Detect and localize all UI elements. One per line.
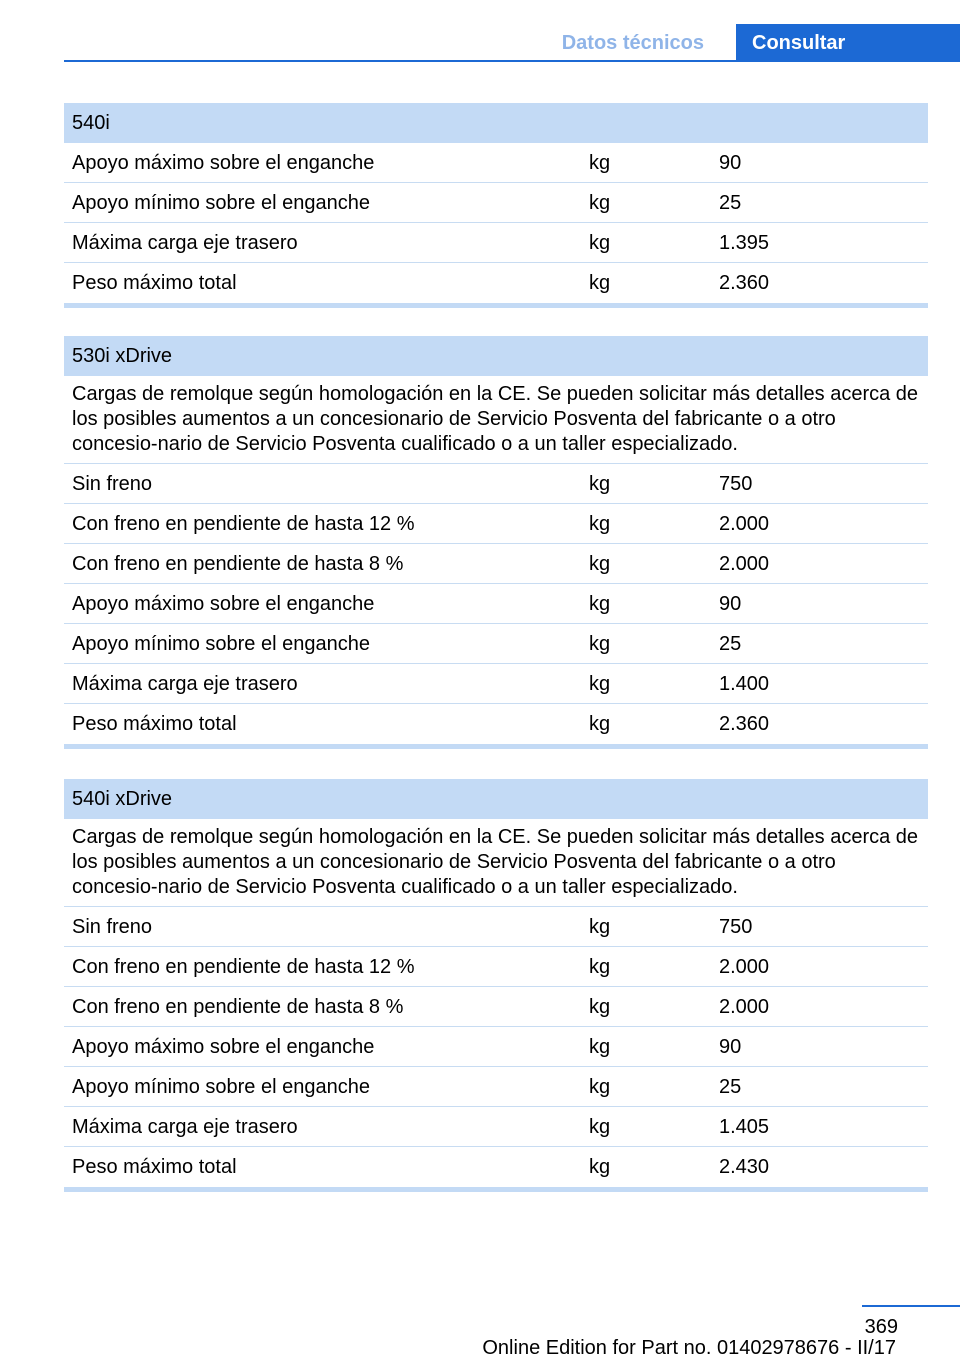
row-value: 1.400 — [719, 673, 770, 695]
footer-rule — [862, 1305, 960, 1307]
row-unit: kg — [589, 272, 611, 294]
table-row — [64, 624, 928, 664]
table-row — [64, 1067, 928, 1107]
row-value: 2.000 — [719, 513, 770, 535]
row-unit: kg — [589, 673, 611, 695]
row-value: 90 — [719, 1036, 742, 1058]
row-value: 1.405 — [719, 1116, 770, 1138]
table-row — [64, 987, 928, 1027]
row-value: 2.360 — [719, 713, 770, 735]
row-unit: kg — [589, 1116, 611, 1138]
row-label: Máxima carga eje trasero — [72, 673, 298, 695]
table-end-bar — [64, 303, 928, 308]
row-unit: kg — [589, 593, 611, 615]
table-model-header: 530i xDrive — [64, 336, 928, 376]
page-header — [0, 0, 960, 62]
row-value: 2.000 — [719, 956, 770, 978]
row-label: Con freno en pendiente de hasta 12 % — [72, 513, 415, 535]
row-label: Apoyo mínimo sobre el enganche — [72, 633, 370, 655]
row-label: Con freno en pendiente de hasta 8 % — [72, 553, 404, 575]
row-value: 90 — [719, 593, 742, 615]
spec-table-540i — [64, 103, 928, 308]
table-end-bar — [64, 1187, 928, 1192]
table-row — [64, 664, 928, 704]
row-value: 750 — [719, 916, 753, 938]
row-unit: kg — [589, 232, 611, 254]
table-row — [64, 947, 928, 987]
table-end-bar — [64, 744, 928, 749]
table-row — [64, 704, 928, 744]
row-label: Apoyo máximo sobre el enganche — [72, 593, 375, 615]
table-row — [64, 1147, 928, 1187]
spec-table-530i-xdrive — [64, 336, 928, 749]
table-row — [64, 464, 928, 504]
header-rule — [64, 60, 960, 62]
table-row — [64, 907, 928, 947]
row-unit: kg — [589, 1076, 611, 1098]
row-value: 2.000 — [719, 996, 770, 1018]
row-label: Sin freno — [72, 916, 153, 938]
row-unit: kg — [589, 1036, 611, 1058]
row-value: 750 — [719, 473, 753, 495]
table-row — [64, 504, 928, 544]
table-row — [64, 1107, 928, 1147]
row-unit: kg — [589, 916, 611, 938]
row-unit: kg — [589, 633, 611, 655]
row-label: Máxima carga eje trasero — [72, 1116, 298, 1138]
row-value: 1.395 — [719, 232, 770, 254]
row-label: Máxima carga eje trasero — [72, 232, 298, 254]
row-unit: kg — [589, 956, 611, 978]
row-label: Con freno en pendiente de hasta 8 % — [72, 996, 404, 1018]
section-label[interactable]: Datos técnicos — [561, 32, 704, 54]
row-unit: kg — [589, 473, 611, 495]
table-row — [64, 183, 928, 223]
row-value: 25 — [719, 633, 742, 655]
table-note: Cargas de remolque según homologación en la CE. Se pueden solicitar más detalles acerca de los posibles aumentos a un concesionario de Servicio Posventa del fabricante o a otro concesio-nario de Servicio Posventa cualificado o a un taller especializado. — [64, 819, 928, 907]
row-label: Peso máximo total — [72, 1156, 237, 1178]
table-model-header: 540i xDrive — [64, 779, 928, 819]
row-label: Peso máximo total — [72, 713, 237, 735]
row-value: 2.360 — [719, 272, 770, 294]
row-unit: kg — [589, 513, 611, 535]
row-label: Peso máximo total — [72, 272, 237, 294]
chapter-tab[interactable]: Consultar — [736, 24, 960, 62]
row-unit: kg — [589, 996, 611, 1018]
row-value: 2.430 — [719, 1156, 770, 1178]
row-value: 2.000 — [719, 553, 770, 575]
table-row — [64, 544, 928, 584]
table-row — [64, 143, 928, 183]
table-note: Cargas de remolque según homologación en la CE. Se pueden solicitar más detalles acerca de los posibles aumentos a un concesionario de Servicio Posventa del fabricante o a otro concesio-nario de Servicio Posventa cualificado o a un taller especializado. — [64, 376, 928, 464]
row-label: Sin freno — [72, 473, 153, 495]
row-unit: kg — [589, 713, 611, 735]
table-row — [64, 223, 928, 263]
row-unit: kg — [589, 553, 611, 575]
row-value: 25 — [719, 192, 742, 214]
row-value: 25 — [719, 1076, 742, 1098]
table-row — [64, 584, 928, 624]
table-row — [64, 1027, 928, 1067]
row-label: Apoyo mínimo sobre el enganche — [72, 192, 370, 214]
edition-note: Online Edition for Part no. 01402978676 - II/17 — [482, 1337, 896, 1359]
row-label: Apoyo máximo sobre el enganche — [72, 152, 375, 174]
row-value: 90 — [719, 152, 742, 174]
table-model-header: 540i — [64, 103, 928, 143]
page-number: 369 — [864, 1316, 898, 1338]
row-unit: kg — [589, 192, 611, 214]
row-unit: kg — [589, 152, 611, 174]
row-unit: kg — [589, 1156, 611, 1178]
row-label: Apoyo mínimo sobre el enganche — [72, 1076, 370, 1098]
row-label: Con freno en pendiente de hasta 12 % — [72, 956, 415, 978]
spec-table-540i-xdrive — [64, 779, 928, 1192]
row-label: Apoyo máximo sobre el enganche — [72, 1036, 375, 1058]
table-row — [64, 263, 928, 303]
